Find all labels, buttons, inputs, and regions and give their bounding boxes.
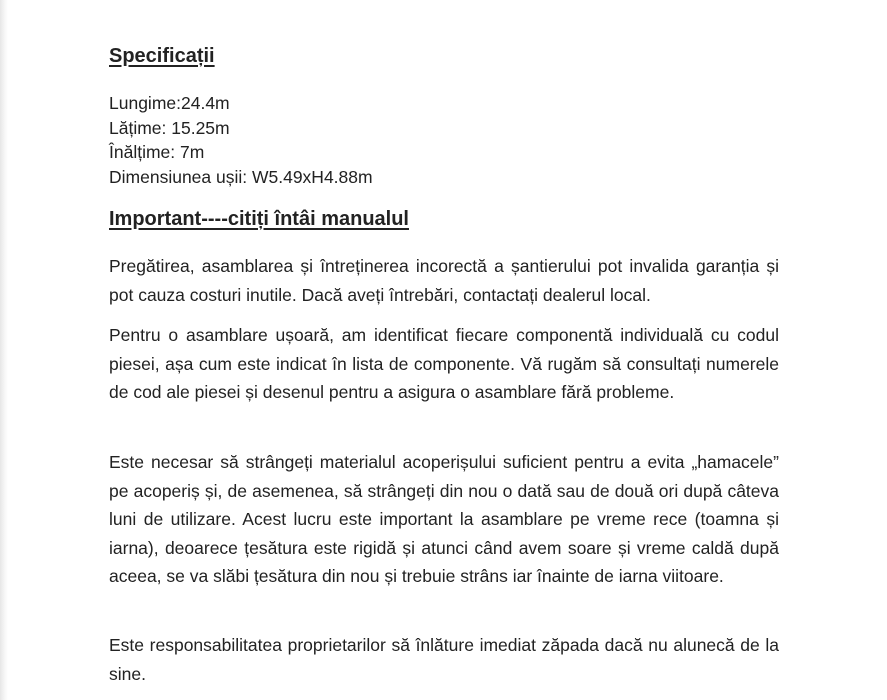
paragraph-preparation: Pregătirea, asamblarea și întreținerea incorectă a șantierului pot invalida garanția și pot cauza costuri inutile. Dacă aveți întrebări, contactați dealerul local. [109,256,779,305]
spec-width: Lățime: 15.25m [109,117,230,138]
spec-height: Înălțime: 7m [109,142,205,162]
important-heading: Important----citiți întâi manualul [109,208,409,230]
spec-length: Lungime:24.4m [109,93,230,113]
paragraph-snow-removal: Este responsabilitatea proprietarilor să înlăture imediat zăpada dacă nu alunecă de la sine. [109,635,779,684]
specifications-list [109,91,373,189]
specifications-heading: Specificații [109,45,215,67]
page-left-shadow [0,0,8,700]
spec-door-dimensions: Dimensiunea ușii: W5.49xH4.88m [109,166,373,187]
paragraph-part-codes: Pentru o asamblare ușoară, am identificat fiecare componentă individuală cu codul piesei, așa cum este indicat în lista de componente. Vă rugăm să consultați numerele de cod ale piesei și desenul pentru a asigura o asamblare fără probleme. [109,325,779,402]
paragraph-roof-tension: Este necesar să strângeți materialul acoperișului suficient pentru a evita „hamacele” pe acoperiș și, de asemenea, să strângeți din nou o dată sau de două ori după câteva luni de utilizare. Acest lucru este important la asamblare pe vreme rece (toamna și iarna), deoarece țesătura este rigidă și atunci când avem soare și vreme caldă după aceea, se va slăbi țesătura din nou și trebuie strâns iar înainte de iarna viitoare. [109,452,779,586]
